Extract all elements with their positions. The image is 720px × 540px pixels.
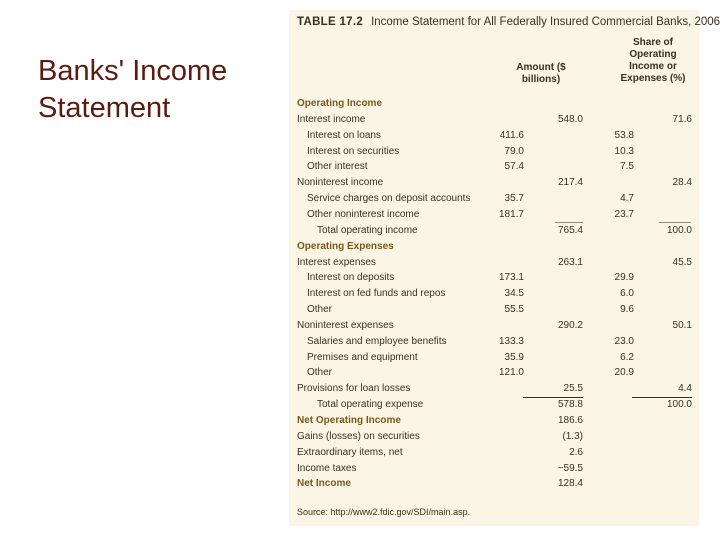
table-row — [289, 223, 699, 239]
table-row — [289, 191, 699, 207]
row-label: Operating Income — [297, 98, 383, 109]
row-value-2: 2.6 — [569, 446, 583, 458]
row-label: Interest on deposits — [307, 272, 395, 284]
row-value-1: 133.3 — [498, 335, 524, 347]
row-label: Interest on loans — [307, 129, 381, 141]
row-label: Premises and equipment — [307, 351, 418, 363]
row-label: Salaries and employee benefits — [307, 335, 447, 347]
row-value-3: 9.6 — [620, 304, 634, 316]
table-heading — [297, 16, 720, 28]
slide-title: Banks' Income Statement — [38, 55, 228, 124]
row-value-4: 28.4 — [672, 177, 692, 189]
table-row — [289, 397, 699, 413]
table-row — [289, 350, 699, 366]
row-value-3: 10.3 — [614, 145, 634, 157]
table-row — [289, 270, 699, 286]
row-label: Net Operating Income — [297, 415, 401, 426]
row-value-2: 263.1 — [557, 256, 583, 268]
row-label: Interest income — [297, 113, 366, 125]
column-header-share: Share of Operating Income or Expenses (%) — [620, 37, 686, 84]
table-row — [289, 286, 699, 302]
table-caption: Income Statement for All Federally Insured Commercial Banks, 2006 — [371, 16, 720, 28]
row-value-2: 128.4 — [557, 478, 583, 490]
row-value-1: 34.5 — [504, 288, 524, 300]
row-value-1: 35.7 — [504, 193, 524, 205]
row-value-4: 50.1 — [672, 319, 692, 331]
row-label: Operating Expenses — [297, 240, 394, 252]
table-row — [289, 96, 699, 112]
row-label: Provisions for loan losses — [297, 383, 411, 395]
row-value-1: 181.7 — [498, 208, 524, 220]
row-value-4: 4.4 — [632, 381, 692, 398]
row-value-1: 411.6 — [499, 129, 524, 141]
row-label: Total operating income — [317, 224, 418, 236]
table-row — [289, 302, 699, 318]
row-label: Extraordinary items, net — [297, 446, 403, 458]
row-value-4: 100.0 — [666, 399, 692, 411]
row-label: Other — [307, 367, 333, 379]
row-label: Noninterest expenses — [297, 319, 394, 331]
row-label: Other — [307, 304, 333, 316]
row-value-2: 578.8 — [557, 399, 583, 411]
table-row — [289, 413, 699, 429]
row-value-3: 6.0 — [620, 288, 634, 300]
row-value-3: 4.7 — [620, 193, 634, 205]
row-value-2: −59.5 — [557, 462, 583, 474]
row-label: Interest on fed funds and repos — [307, 288, 446, 300]
row-value-1: 173.1 — [498, 272, 524, 284]
table-row — [289, 429, 699, 445]
table-row — [289, 175, 699, 191]
table-source: Source: http://www2.fdic.gov/SDI/main.asp. — [297, 507, 471, 517]
column-header-amount: Amount ($ billions) — [516, 62, 566, 85]
row-value-1: 35.9 — [504, 351, 524, 363]
table-row — [289, 128, 699, 144]
row-value-2: 186.6 — [557, 415, 583, 426]
row-label: Interest expenses — [297, 256, 376, 268]
table-row — [289, 334, 699, 350]
row-value-4: 45.5 — [672, 256, 692, 268]
table-row — [289, 318, 699, 334]
row-label: Service charges on deposit accounts — [307, 193, 471, 205]
table-row — [289, 381, 699, 397]
row-value-3: 29.9 — [614, 272, 634, 284]
table-row — [289, 445, 699, 461]
row-value-1: 57.4 — [504, 161, 524, 173]
row-value-3: 53.8 — [614, 129, 634, 141]
table-row — [289, 144, 699, 160]
row-value-3: 6.2 — [620, 351, 634, 363]
row-label: Interest on securities — [307, 145, 400, 157]
row-value-4: 71.6 — [672, 113, 692, 125]
row-value-2: 548.0 — [557, 113, 583, 125]
row-label: Other interest — [307, 161, 368, 173]
table-row — [289, 365, 699, 381]
table-row — [289, 112, 699, 128]
row-value-1: 121.0 — [498, 367, 524, 379]
row-value-1: 79.0 — [504, 145, 524, 157]
row-value-2: 217.4 — [557, 177, 583, 189]
row-label: Total operating expense — [317, 399, 424, 411]
row-label: Income taxes — [297, 462, 357, 474]
row-value-3: 23.0 — [614, 335, 634, 347]
table-row — [289, 255, 699, 271]
table-row — [289, 159, 699, 175]
row-label: Noninterest income — [297, 177, 384, 189]
table-row — [289, 239, 699, 255]
row-label: Gains (losses) on securities — [297, 430, 420, 442]
table-row — [289, 476, 699, 492]
table-row — [289, 207, 699, 223]
row-value-3: 23.7 — [614, 208, 634, 220]
row-value-2: 290.2 — [557, 319, 583, 331]
row-value-2: (1.3) — [562, 430, 583, 442]
table-number: TABLE 17.2 — [297, 16, 364, 28]
row-value-1: 55.5 — [504, 304, 524, 316]
row-value-3: 20.9 — [614, 367, 634, 379]
row-value-3: 7.5 — [620, 161, 634, 173]
row-value-2: 765.4 — [557, 224, 583, 236]
row-label: Other noninterest income — [307, 208, 420, 220]
table-row — [289, 461, 699, 477]
row-label: Net Income — [297, 478, 351, 490]
row-value-4: 100.0 — [666, 224, 692, 236]
row-value-2: 25.5 — [523, 381, 583, 398]
income-statement-table — [289, 10, 720, 526]
